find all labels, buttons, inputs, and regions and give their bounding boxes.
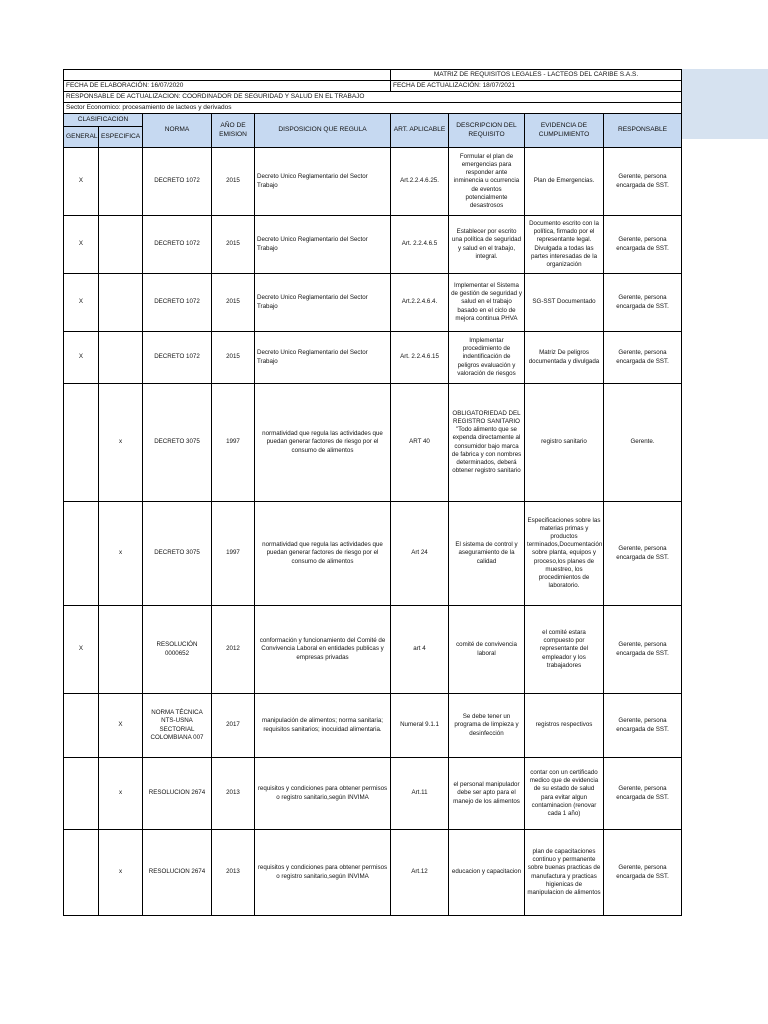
cell-anio: 1997	[212, 384, 255, 502]
cell-descripcion: Establecer por escrito una política de seguridad y salud en el trabajo, integral.	[449, 216, 525, 274]
table-row	[64, 606, 682, 694]
header-articulo: ART. APLICABLE	[391, 114, 449, 148]
cell-evidencia: plan de capacitaciones continuo y permanente sobre buenas practicas de manufactura y practicas higienicas de manipulacion de alimentos	[525, 830, 604, 916]
cell-anio: 2015	[212, 332, 255, 384]
cell-disposicion: Decreto Unico Reglamentario del Sector Trabajo	[255, 148, 391, 216]
update-date: FECHA DE ACTUALIZACIÓN: 18/07/2021	[391, 81, 682, 92]
cell-especifica	[99, 216, 143, 274]
cell-norma: RESOLUCIÓN 0000652	[143, 606, 212, 694]
cell-general	[64, 502, 99, 606]
cell-especifica	[99, 332, 143, 384]
cell-responsable: Gerente, persona encargada de SST.	[604, 274, 682, 332]
cell-norma: DECRETO 1072	[143, 332, 212, 384]
title-row	[64, 70, 682, 81]
responsible-row	[64, 92, 682, 103]
cell-especifica: x	[99, 758, 143, 830]
cell-anio: 2015	[212, 216, 255, 274]
cell-evidencia: SG-SST Documentado	[525, 274, 604, 332]
cell-descripcion: educacion y capacitacion	[449, 830, 525, 916]
table-row	[64, 332, 682, 384]
cell-descripcion: el personal manipulador debe ser apto para el manejo de los alimentos	[449, 758, 525, 830]
update-responsible: RESPONSABLE DE ACTUALIZACION: COORDINADOR DE SEGURIDAD Y SALUD EN EL TRABAJO	[64, 92, 682, 103]
cell-articulo: Art.2.2.4.6.4.	[391, 274, 449, 332]
header-responsable: RESPONSABLE	[604, 114, 682, 148]
cell-articulo: Art 24	[391, 502, 449, 606]
cell-anio: 2015	[212, 274, 255, 332]
cell-especifica	[99, 148, 143, 216]
cell-especifica: X	[99, 694, 143, 758]
cell-norma: DECRETO 3075	[143, 384, 212, 502]
cell-responsable: Gerente, persona encargada de SST.	[604, 694, 682, 758]
cell-responsable: Gerente, persona encargada de SST.	[604, 830, 682, 916]
cell-responsable: Gerente, persona encargada de SST.	[604, 502, 682, 606]
cell-articulo: Art.11	[391, 758, 449, 830]
cell-evidencia: el comité estara compuesto por representante del empleador y los trabajadores	[525, 606, 604, 694]
document-title: MATRIZ DE REQUISITOS LEGALES - LACTEOS DEL CARIBE S.A.S.	[391, 70, 682, 81]
cell-anio: 2013	[212, 758, 255, 830]
cell-general: X	[64, 274, 99, 332]
cell-responsable: Gerente.	[604, 384, 682, 502]
cell-general	[64, 384, 99, 502]
header-norma: NORMA	[143, 114, 212, 148]
header-general: GENERAL	[64, 127, 99, 148]
cell-disposicion: Decreto Unico Reglamentario del Sector Trabajo	[255, 332, 391, 384]
cell-anio: 2017	[212, 694, 255, 758]
table-row	[64, 148, 682, 216]
table-row	[64, 274, 682, 332]
cell-articulo: ART 40	[391, 384, 449, 502]
cell-disposicion: conformación y funcionamiento del Comité de Convivencia Laboral en entidades publicas y empresas privadas	[255, 606, 391, 694]
cell-evidencia: Plan de Emergencias.	[525, 148, 604, 216]
cell-descripcion: Formular el plan de emergencias para responder ante inminencia u ocurrencia de eventos potencialmente desastrosos	[449, 148, 525, 216]
cell-articulo: Art. 2.2.4.6.5	[391, 216, 449, 274]
cell-descripcion: OBLIGATORIEDAD DEL REGISTRO SANITARIO "Todo alimento que se expenda directamente al consumidor bajo marca de fabrica y con nombres determinados, deberá obtener registro sanitario	[449, 384, 525, 502]
table-row	[64, 694, 682, 758]
cell-disposicion: normatividad que regula las actividades que puedan generar factores de riesgo por el consumo de alimentos	[255, 502, 391, 606]
sheet-edge-highlight	[682, 69, 768, 139]
cell-especifica: x	[99, 384, 143, 502]
cell-norma: RESOLUCION 2674	[143, 758, 212, 830]
cell-general	[64, 694, 99, 758]
cell-descripcion: comité de convivencia laboral	[449, 606, 525, 694]
cell-articulo: Art.12	[391, 830, 449, 916]
table-row	[64, 758, 682, 830]
cell-articulo: Art. 2.2.4.6.15	[391, 332, 449, 384]
cell-general: X	[64, 606, 99, 694]
cell-norma: DECRETO 3075	[143, 502, 212, 606]
cell-anio: 2015	[212, 148, 255, 216]
cell-anio: 1997	[212, 502, 255, 606]
cell-especifica: x	[99, 502, 143, 606]
table-row	[64, 384, 682, 502]
cell-especifica	[99, 606, 143, 694]
cell-general: X	[64, 216, 99, 274]
cell-descripcion: El sistema de control y aseguramiento de la calidad	[449, 502, 525, 606]
header-especifica: ESPECIFICA	[99, 127, 143, 148]
cell-anio: 2013	[212, 830, 255, 916]
table-row	[64, 502, 682, 606]
cell-norma: DECRETO 1072	[143, 148, 212, 216]
cell-evidencia: Especificaciones sobre las materias primas y productos terminados,Documentación sobre planta, equipos y proceso,los planes de muestreo, los procedimientos de laboratorio.	[525, 502, 604, 606]
header-evidencia: EVIDENCIA DE CUMPLIMIENTO	[525, 114, 604, 148]
header-disposicion: DISPOSICION QUE REGULA	[255, 114, 391, 148]
table-row	[64, 830, 682, 916]
cell-norma: DECRETO 1072	[143, 216, 212, 274]
cell-anio: 2012	[212, 606, 255, 694]
cell-responsable: Gerente, persona encargada de SST.	[604, 758, 682, 830]
cell-evidencia: Matriz De peligros documentada y divulgada	[525, 332, 604, 384]
cell-disposicion: Decreto Unico Reglamentario del Sector Trabajo	[255, 216, 391, 274]
header-clasificacion: CLASIFICACION	[64, 114, 143, 127]
cell-norma: RESOLUCION 2674	[143, 830, 212, 916]
cell-disposicion: requisitos y condiciones para obtener permisos o registro sanitario,según INVIMA	[255, 758, 391, 830]
cell-disposicion: requisitos y condiciones para obtener permisos o registro sanitario,según INVIMA	[255, 830, 391, 916]
cell-responsable: Gerente, persona encargada de SST.	[604, 148, 682, 216]
elaboration-date: FECHA DE ELABORACIÓN: 16/07/2020	[64, 81, 391, 92]
cell-descripcion: Implementar procedimiento de indentificación de peligros evaluación y valoración de riesgos	[449, 332, 525, 384]
column-header-row	[64, 114, 682, 127]
cell-disposicion: manipulación de alimentos; norma sanitaria; requisitos sanitarios; inocuidad alimentaria.	[255, 694, 391, 758]
legal-requirements-matrix	[63, 69, 682, 916]
table-row	[64, 216, 682, 274]
header-anio: AÑO DE EMISION	[212, 114, 255, 148]
cell-norma: DECRETO 1072	[143, 274, 212, 332]
cell-descripcion: Implementar el Sistema de gestión de seguridad y salud en el trabajo basado en el ciclo de mejora continua PHVA	[449, 274, 525, 332]
cell-evidencia: contar con un certificado medico que de evidencia de su estado de salud para evitar algun contaminacion (renovar cada 1 año)	[525, 758, 604, 830]
cell-norma: NORMA TÉCNICA NTS-USNA SECTORIAL COLOMBIANA 007	[143, 694, 212, 758]
cell-articulo: Art.2.2.4.6.25.	[391, 148, 449, 216]
cell-especifica: x	[99, 830, 143, 916]
cell-evidencia: registros respectivos	[525, 694, 604, 758]
cell-general: X	[64, 148, 99, 216]
cell-general	[64, 758, 99, 830]
economic-sector: Sector Economico: procesamiento de lacteos y derivados	[64, 103, 682, 114]
cell-disposicion: normatividad que regula las actividades que puedan generar factores de riesgo por el consumo de alimentos	[255, 384, 391, 502]
dates-row	[64, 81, 682, 92]
cell-general: X	[64, 332, 99, 384]
cell-evidencia: Documento escrito con la política, firmado por el representante legal. Divulgada a todas las partes interesadas de la organización	[525, 216, 604, 274]
cell-articulo: Numeral 9.1.1	[391, 694, 449, 758]
cell-evidencia: registro sanitario	[525, 384, 604, 502]
cell-general	[64, 830, 99, 916]
header-descripcion: DESCRIPCION DEL REQUISITO	[449, 114, 525, 148]
cell-descripcion: Se debe tener un programa de limpieza y desinfección	[449, 694, 525, 758]
sector-row	[64, 103, 682, 114]
cell-disposicion: Decreto Unico Reglamentario del Sector Trabajo	[255, 274, 391, 332]
cell-responsable: Gerente, persona encargada de SST.	[604, 606, 682, 694]
cell-responsable: Gerente, persona encargada de SST.	[604, 216, 682, 274]
cell-especifica	[99, 274, 143, 332]
cell-responsable: Gerente, persona encargada de SST.	[604, 332, 682, 384]
cell-articulo: art 4	[391, 606, 449, 694]
